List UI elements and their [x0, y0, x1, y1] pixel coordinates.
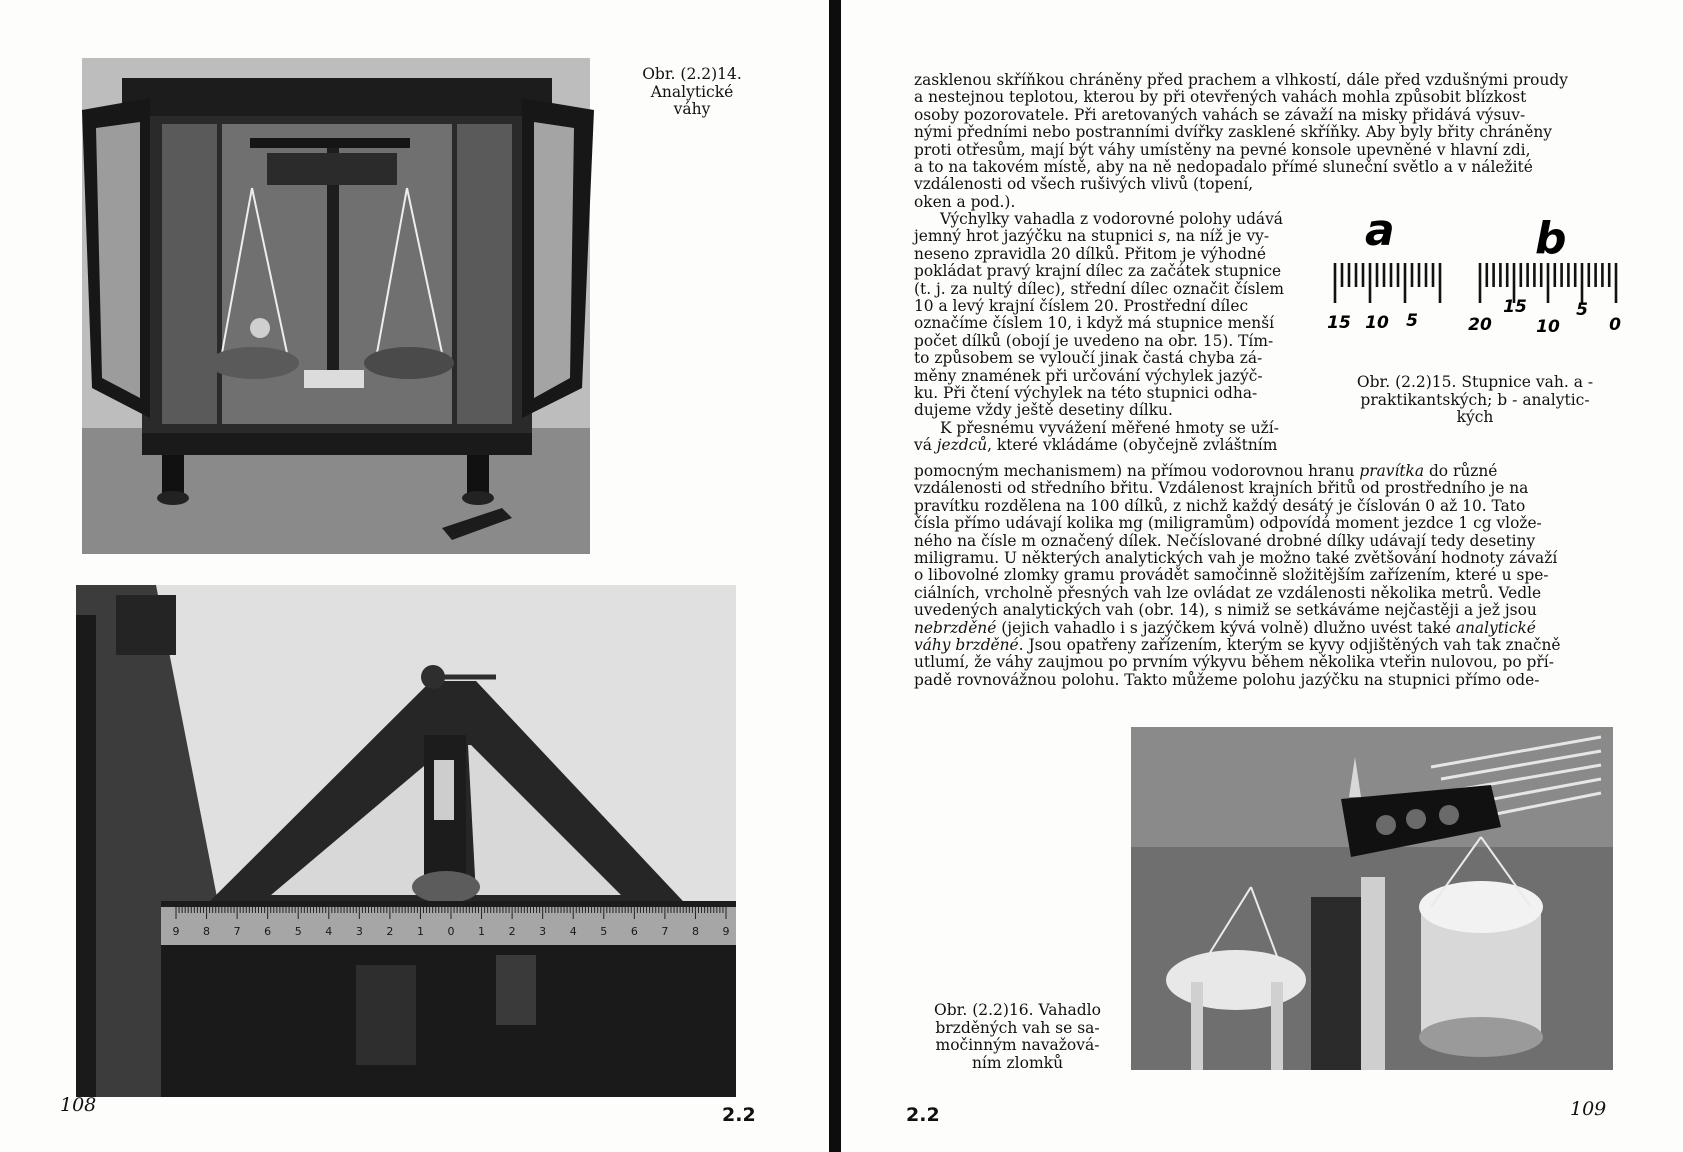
scale-number: 15 — [1503, 297, 1527, 317]
ruler-label: 8 — [691, 925, 699, 938]
text-line: označíme číslem 10, i když má stupnice menší — [914, 314, 1275, 333]
ruler-label: 9 — [722, 925, 730, 938]
text-line: pravítku rozdělena na 100 dílků, z nichž každý desátý je číslován 0 až 10. Tato — [914, 496, 1526, 515]
text-line: dujeme vždy ještě desetiny dílku. — [914, 401, 1173, 420]
text-line: nými předními nebo postranními dvířky zasklené skříňky. Aby byly břity chráněny — [914, 123, 1552, 142]
text-line: vá jezdců, které vkládáme (obyčejně zvláštním — [914, 436, 1278, 455]
text-line: padě rovnovážnou polohu. Takto můžeme polohu jazýčku na stupnici přímo ode- — [914, 670, 1540, 689]
balance-beam-photo — [76, 585, 736, 1097]
ruler-label: 2 — [508, 925, 516, 938]
ruler-label: 1 — [478, 925, 486, 938]
scale-b-label: b — [1535, 213, 1567, 264]
text-line: počet dílků (obojí je uvedeno na obr. 15). Tím- — [914, 331, 1274, 350]
text-line: a to na takovém místě, aby na ně nedopadalo přímé sluneční světlo a v náležité — [914, 158, 1533, 177]
text-line: čísla přímo udávají kolika mg (miligramům) odpovídá moment jezdce 1 cg vlože- — [914, 514, 1542, 533]
scale-number: 0 — [1609, 315, 1621, 335]
text-line: uvedených analytických vah (obr. 14), s nimiž se setkáváme nejčastěji a jež jsou — [914, 601, 1537, 620]
figure16-caption — [910, 1002, 1125, 1072]
scale-number: 5 — [1406, 311, 1418, 331]
left-page — [0, 0, 835, 1152]
ruler-label: 0 — [447, 925, 455, 938]
ruler-label: 3 — [355, 925, 363, 938]
ruler-label: 1 — [416, 925, 424, 938]
section-marker-left: 2.2 — [722, 1104, 756, 1126]
text-line: osoby pozorovatele. Při aretovaných vahách se závaží na misky přidává výsuv- — [914, 105, 1526, 124]
figure15-caption-line: praktikantských; b - analytic- — [1360, 390, 1590, 409]
figure16-caption-line: Obr. (2.2)16. Vahadlo — [934, 1001, 1101, 1019]
ruler-label: 9 — [172, 925, 180, 938]
ruler-label: 5 — [600, 925, 608, 938]
text-line: jemný hrot jazýčku na stupnici s, na níž je vy- — [914, 227, 1270, 246]
figure15-caption-line: kých — [1456, 408, 1494, 426]
figure15-caption-line: Obr. (2.2)15. Stupnice vah. a - — [1356, 373, 1594, 391]
section-marker-right: 2.2 — [906, 1104, 940, 1126]
paragraph-top — [914, 72, 1607, 211]
text-line: zasklenou skříňkou chráněny před prachem a vlhkostí, dále před vzdušnými proudy — [914, 71, 1568, 89]
scale-b-numbers — [1468, 297, 1621, 337]
text-line: proti otřesům, mají být váhy umístěny na pevné konsole upevněné v hlavní zdi, — [914, 140, 1531, 159]
text-line: utlumí, že váhy zaujmou po prvním výkyvu během několika vteřin nulovou, po pří- — [914, 653, 1554, 672]
text-line: ku. Při čtení výchylek na této stupnici odha- — [914, 384, 1258, 403]
ruler-label: 3 — [539, 925, 547, 938]
balance-beam-illustration — [76, 585, 736, 1097]
analytical-balance-photo — [82, 58, 590, 554]
scale-number: 5 — [1576, 300, 1588, 320]
scale-number: 20 — [1468, 315, 1492, 335]
scale-number: 10 — [1365, 313, 1389, 333]
text-line: pokládat pravý krajní dílec za začátek stupnice — [914, 262, 1282, 281]
text-line: vzdálenosti od středního břitu. Vzdálenost krajních břitů od prostředního je na — [914, 479, 1529, 498]
text-line: pomocným mechanismem) na přímou vodorovnou hranu pravítka do různé — [914, 462, 1498, 480]
text-line: nebrzděné (jejich vahadlo i s jazýčkem kývá volně) dlužno uvést také analytické — [914, 618, 1536, 637]
figure14-caption-line: váhy — [673, 100, 711, 118]
text-line: 10 a levý krajní číslem 20. Prostřední dílec — [914, 297, 1249, 316]
paragraph-narrow — [914, 211, 1327, 455]
text-line: oken a pod.). — [914, 192, 1016, 211]
scale-number: 15 — [1327, 313, 1351, 333]
analytical-balance-illustration — [82, 58, 590, 554]
figure16-caption-line: brzděných vah se sa- — [935, 1018, 1100, 1037]
scale-number: 10 — [1536, 317, 1560, 337]
text-line: o libovolné zlomky gramu provádět samočinně složitějším zařízením, které u spe- — [914, 566, 1549, 585]
figure15-caption — [1340, 374, 1610, 427]
right-page — [835, 0, 1683, 1152]
ruler-label: 6 — [630, 925, 638, 938]
scale-a-label: a — [1365, 205, 1395, 256]
braked-balance-photo — [1131, 727, 1613, 1070]
text-line: neseno zpravidla 20 dílků. Přitom je výhodné — [914, 244, 1267, 263]
figure16-caption-line: močinným navažová- — [935, 1036, 1100, 1054]
ruler-label: 4 — [325, 925, 333, 938]
braked-balance-illustration — [1131, 727, 1613, 1070]
figure16-caption-line: ním zlomků — [971, 1053, 1064, 1072]
scale-b-ticks — [1480, 263, 1616, 303]
ruler-label: 5 — [294, 925, 302, 938]
figure14-caption — [632, 66, 752, 119]
text-line: (t. j. za nultý dílec), střední dílec označit číslem — [914, 279, 1285, 298]
ruler-label: 2 — [386, 925, 394, 938]
ruler-label: 7 — [233, 925, 241, 938]
text-line: a nestejnou teplotou, kterou by při otevřených vahách mohla způsobit blízkost — [914, 88, 1527, 107]
figure15-scale-diagram — [1327, 205, 1621, 360]
page-number-left: 108 — [60, 1094, 97, 1116]
ruler-label: 6 — [264, 925, 272, 938]
ruler-label: 8 — [203, 925, 211, 938]
paragraph-bottom — [914, 463, 1607, 689]
text-line: miligramu. U některých analytických vah je možno také zvětšování hodnoty závaží — [914, 549, 1558, 568]
text-line: vzdálenosti od všech rušivých vlivů (topení, — [914, 175, 1254, 194]
scale-a-ticks — [1335, 263, 1440, 303]
text-line: ciálních, vrcholně přesných vah lze ovládat ze vzdálenosti několika metrů. Vedle — [914, 583, 1542, 602]
page-number-right: 109 — [1570, 1098, 1607, 1120]
text-line: váhy brzděné. Jsou opatřeny zařízením, kterým se kyvy odjištěných vah tak značně — [914, 636, 1561, 655]
ruler-label: 4 — [569, 925, 577, 938]
text-line: to způsobem se vyloučí jinak častá chyba zá- — [914, 349, 1263, 368]
text-line: Výchylky vahadla z vodorovné polohy udává — [940, 210, 1283, 228]
figure14-caption-line: Obr. (2.2)14. — [642, 65, 742, 83]
figure14-caption-line: Analytické — [650, 82, 734, 101]
scale-a-numbers — [1327, 311, 1418, 333]
ruler-label: 7 — [661, 925, 669, 938]
text-line: ného na čísle m označený dílek. Nečíslované drobné dílky udávají tedy desetiny — [914, 531, 1536, 550]
text-line: K přesnému vyvážení měřené hmoty se uží- — [940, 418, 1279, 437]
text-line: měny znamének při určování výchylek jazýč- — [914, 366, 1263, 385]
